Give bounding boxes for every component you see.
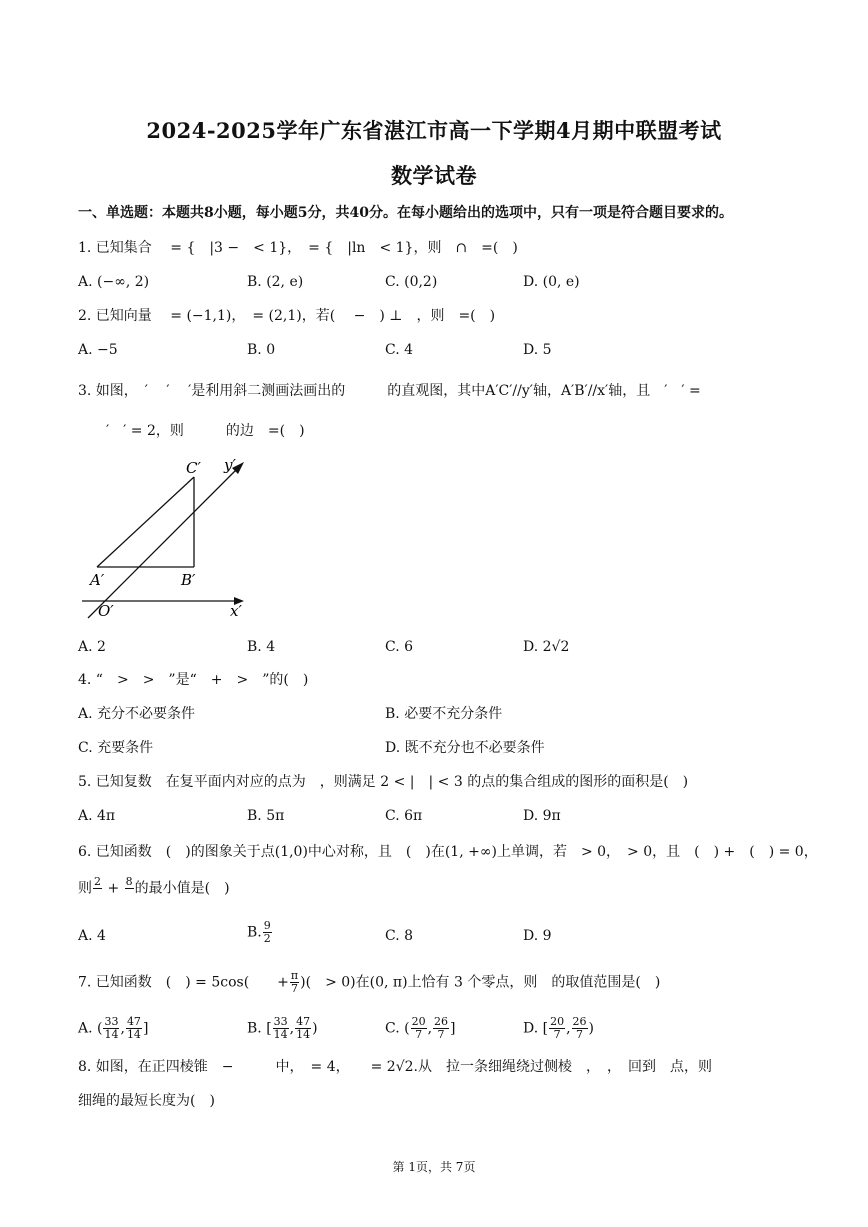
fraction-pi-over-7: [290, 970, 299, 995]
question-1-option-d: D. (0, e): [523, 274, 580, 290]
question-7-option-c: C. ( $\frac{20}{7}$ , $\frac{26}{7}$ ]: [385, 1015, 456, 1041]
fraction-denominator: 7: [576, 1028, 584, 1041]
option-suffix: ]: [142, 1020, 149, 1037]
option-prefix: D. [: [523, 1020, 549, 1037]
option-suffix: ): [312, 1020, 318, 1037]
fraction-numerator: 8: [125, 875, 133, 888]
fraction-numerator: 9: [263, 919, 271, 932]
question-2-option-a: A. −5: [78, 342, 118, 358]
question-1-option-c: C. (0,2): [385, 274, 438, 290]
option-prefix: B. [: [247, 1020, 272, 1037]
segment-a-c: [97, 477, 194, 567]
fraction-denominator: 7: [415, 1028, 423, 1041]
fraction: [126, 1016, 142, 1041]
question-2-stem: 2. 已知向量 = (−1,1)， = (2,1)，若( − ) ⊥ ，则 =( ): [78, 308, 496, 324]
fraction-numerator: 2: [94, 875, 101, 888]
question-6-option-b: [247, 920, 273, 945]
label-o-prime: O′: [98, 602, 114, 620]
question-2-option-c: C. 4: [385, 342, 414, 358]
fraction-denominator: 7: [437, 1028, 445, 1041]
label-b-prime: B′: [181, 571, 196, 589]
question-6-stem-prefix: 则: [78, 880, 92, 897]
fraction: [549, 1016, 565, 1041]
question-7-option-d: D. [ $\frac{20}{7}$ , $\frac{26}{7}$ ): [523, 1015, 595, 1041]
fraction-numerator: 26: [572, 1015, 587, 1028]
fraction-denominator: 14: [104, 1028, 119, 1041]
fraction-numerator: 47: [126, 1015, 141, 1028]
label-x-prime: x′: [230, 602, 242, 620]
label-a-prime: A′: [90, 571, 105, 589]
fraction-8-over-b: [125, 876, 134, 901]
fraction-denominator: 14: [273, 1028, 288, 1041]
label-c-prime: C′: [186, 459, 201, 477]
fraction-denominator: [93, 889, 102, 901]
question-7-stem-prefix: 7. 已知函数 ( ) = 5cos( +: [78, 974, 289, 991]
option-suffix: ): [588, 1020, 595, 1037]
question-4-option-a: A. 充分不必要条件: [78, 706, 196, 722]
fraction: [433, 1016, 449, 1041]
fraction-numerator: 33: [104, 1015, 119, 1028]
question-6-option-c: C. 8: [385, 928, 414, 944]
question-5-stem: 5. 已知复数 在复平面内对应的点为 ，则满足 2 < | | < 3 的点的集合组成的图形的面积是( ): [78, 774, 689, 790]
fraction: [273, 1016, 289, 1041]
section-heading: 一、单选题：本题共8小题，每小题5分，共40分。在每小题给出的选项中，只有一项是符合题目要求的。: [78, 205, 733, 221]
label-y-prime: y′: [224, 456, 236, 474]
option-suffix: ]: [450, 1020, 456, 1037]
fraction: [572, 1016, 588, 1041]
option-letter: B.: [247, 924, 262, 941]
question-6-stem-line2: 则 2 + 8 的最小值是( ): [78, 876, 230, 901]
question-5-option-c: C. 6π: [385, 808, 423, 824]
fraction: [103, 1016, 119, 1041]
exam-subtitle: 数学试卷: [391, 163, 477, 188]
fraction-denominator: 7: [553, 1028, 561, 1041]
question-4-stem: 4. “ > > ”是“ + > ”的( ): [78, 672, 309, 688]
question-8-stem-line1: 8. 如图，在正四棱锥 − 中， = 4， = 2√2.从 拉一条细绳绕过侧棱 ， ， 回到 点，则: [78, 1059, 712, 1075]
option-prefix: A. (: [78, 1020, 103, 1037]
question-5-option-b: B. 5π: [247, 808, 285, 824]
fraction-denominator: 2: [263, 932, 271, 945]
question-7-stem-suffix: )( > 0)在(0, π)上恰有 3 个零点，则 的取值范围是( ): [300, 974, 661, 991]
question-6-stem-suffix: 的最小值是( ): [134, 880, 230, 897]
option-prefix: C. (: [385, 1020, 410, 1037]
question-4-option-b: B. 必要不充分条件: [385, 706, 503, 722]
question-3-option-c: C. 6: [385, 639, 414, 655]
question-6-option-a: A. 4: [78, 928, 106, 944]
fraction-denominator: [125, 889, 134, 901]
question-4-option-c: C. 充要条件: [78, 740, 154, 756]
page-footer: 第 1页，共 7页: [392, 1160, 476, 1174]
question-2-option-d: D. 5: [523, 342, 552, 358]
fraction-numerator: 33: [273, 1015, 288, 1028]
question-8-stem-line2: 细绳的最短长度为( ): [78, 1093, 215, 1109]
question-1-option-a: A. (−∞, 2): [78, 274, 150, 290]
question-4-option-d: D. 既不充分也不必要条件: [385, 740, 545, 756]
question-5-option-d: D. 9π: [523, 808, 561, 824]
fraction-9-over-2: [263, 920, 272, 945]
question-1-stem: 1. 已知集合 = { |3 − < 1}， = { |ln < 1}，则 ∩ =( ): [78, 240, 518, 256]
fraction-denominator: 7: [291, 982, 299, 995]
question-6-stem-line1: 6. 已知函数 ( )的图象关于点(1,0)中心对称，且 ( )在(1, +∞)上单调，若 > 0， > 0，且 ( ) + ( ) = 0，: [78, 844, 818, 860]
question-3-option-d: D. 2√2: [523, 639, 570, 655]
fraction-numerator: 20: [550, 1015, 565, 1028]
fraction: [295, 1016, 311, 1041]
fraction-denominator: 14: [296, 1028, 311, 1041]
fraction-numerator: 20: [411, 1015, 426, 1028]
fraction-denominator: 14: [126, 1028, 141, 1041]
question-3-stem-line2: ′ ′ = 2，则 的边 =( ): [92, 423, 305, 439]
fraction-numerator: π: [290, 969, 299, 982]
question-2-option-b: B. 0: [247, 342, 276, 358]
fraction-numerator: 26: [434, 1015, 449, 1028]
question-7-stem: [78, 970, 660, 995]
exam-title: 2024-2025学年广东省湛江市高一下学期4月期中联盟考试: [146, 118, 722, 143]
fraction-2-over-a: [93, 876, 102, 901]
question-5-option-a: A. 4π: [78, 808, 116, 824]
question-1-option-b: B. (2, e): [247, 274, 304, 290]
question-3-stem-line1: 3. 如图， ′ ′ ′是利用斜二测画法画出的 的直观图，其中A′C′//y′轴，A′B′//x′轴，且 ′ ′ =: [78, 383, 701, 399]
fraction: [411, 1016, 427, 1041]
oblique-projection-figure: [78, 452, 268, 622]
question-3-option-b: B. 4: [247, 639, 276, 655]
question-7-option-b: B. [ $\frac{33}{14}$ , $\frac{47}{14}$ ): [247, 1015, 318, 1041]
fraction-numerator: 47: [296, 1015, 311, 1028]
question-7-option-a: A. ( $\frac{33}{14}$ , $\frac{47}{14}$ ]: [78, 1015, 149, 1041]
y-axis-line: [88, 468, 238, 618]
question-6-option-d: D. 9: [523, 928, 552, 944]
question-3-option-a: A. 2: [78, 639, 106, 655]
